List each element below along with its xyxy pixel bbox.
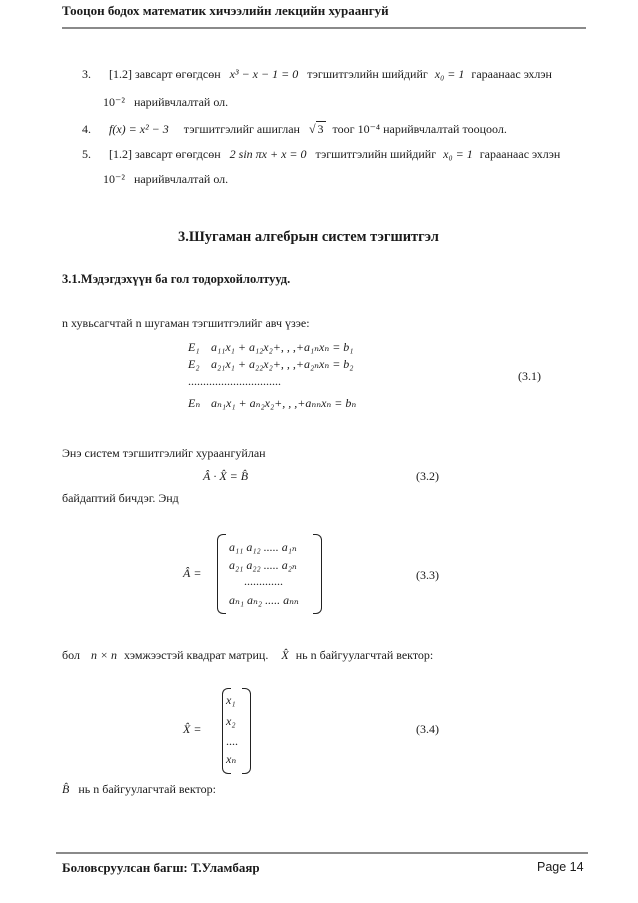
document-header-title: Тооцон бодох математик хичээлийн лекцийн хураангуй <box>62 3 389 18</box>
subsection-title: 3.1.Мэдэгдэхүүн ба гол тодорхойлолтууд. <box>62 272 291 286</box>
exercise-text: тэгшитгэлийн шийдийг <box>307 67 428 81</box>
exercise-tolerance: 10⁻⁴ <box>357 122 381 136</box>
vector-b-text: нь n байгуулагчтай вектор: <box>78 782 216 796</box>
matrix-a-row: a₁₁ a₁₂ ..... a₁ₙ <box>229 540 297 554</box>
exercise-3-line2 <box>103 95 228 110</box>
exercise-text: нарийвчлалтай ол. <box>133 172 229 186</box>
exercise-text: завсарт өгөгдсөн <box>135 67 221 81</box>
vector-x-label: X̂ = <box>183 722 202 736</box>
exercise-number: 5. <box>82 147 91 161</box>
footer-divider <box>56 852 588 854</box>
section-title: 3.Шугаман алгебрын систем тэгшитгэл <box>178 229 439 245</box>
system-row-equation: aₙ₁x₁ + aₙ₂x₂+, , ,+aₙₙxₙ = bₙ <box>211 396 357 410</box>
header-divider <box>62 27 586 29</box>
exercise-equation: x³ − x − 1 = 0 <box>229 67 299 81</box>
exercise-tolerance: 10⁻² <box>103 172 125 186</box>
equation-number: (3.3) <box>416 568 439 582</box>
system-row-equation: a₂₁x₁ + a₂₂x₂+, , ,+a₂ₙxₙ = b₂ <box>211 357 354 371</box>
matrix-form-paragraph: Энэ систем тэгшитгэлийг хураангуйлан <box>62 446 266 460</box>
vector-x-entry: x₁ <box>226 693 236 707</box>
square-text: бол <box>62 648 80 662</box>
exercise-text: завсарт өгөгдсөн <box>135 147 221 161</box>
exercise-number: 4. <box>82 122 91 136</box>
square-matrix-line <box>62 648 433 663</box>
equation-number: (3.4) <box>416 722 439 736</box>
system-row <box>188 357 353 372</box>
system-row-equation: a₁₁x₁ + a₁₂x₂+, , ,+a₁ₙxₙ = b₁ <box>211 340 354 354</box>
system-row-label: E₁ <box>188 340 200 354</box>
matrix-equation: Â · X̂ = B̂ <box>203 469 249 483</box>
matrix-a-row: aₙ₁ aₙ₂ ..... aₙₙ <box>229 593 299 607</box>
dimension-expression: n × n <box>90 648 118 662</box>
square-text: хэмжээстэй квадрат матриц. <box>124 648 269 662</box>
matrix-a-label: Â = <box>183 566 202 580</box>
vector-right-bracket <box>242 688 251 774</box>
x-hat-symbol: X̂ <box>281 648 289 662</box>
system-row <box>188 396 356 411</box>
matrix-left-bracket <box>217 534 226 614</box>
system-row-label: Eₙ <box>188 396 201 410</box>
matrix-a-row: a₂₁ a₂₂ ..... a₂ₙ <box>229 558 297 572</box>
exercise-text: гараанаас эхлэн <box>479 147 561 161</box>
b-hat-symbol: B̂ <box>62 782 70 796</box>
system-row-label: E₂ <box>188 357 200 371</box>
sqrt-value: 3 <box>317 122 324 136</box>
b-hat-line <box>62 782 216 797</box>
equation-number: (3.1) <box>518 369 541 383</box>
page-number: Page 14 <box>537 860 584 874</box>
exercise-tolerance: 10⁻² <box>103 95 125 109</box>
exercise-4-line: 4. f(x) = x² − 3 тэгшитгэлийг ашиглан √ 3 тоог 10⁻⁴ нарийвчлалтай тооцоол. <box>82 122 507 136</box>
exercise-text: нарийвчлалтай ол. <box>133 95 229 109</box>
vector-x-entry: xₙ <box>226 752 237 766</box>
vector-x-entry: x₂ <box>226 714 236 728</box>
vector-x-entry: .... <box>226 734 238 748</box>
exercise-initial: x₀ = 1 <box>443 147 473 161</box>
exercise-text: тэгшитгэлийг ашиглан <box>183 122 300 136</box>
exercise-function: f(x) = x² − 3 <box>109 122 169 136</box>
exercise-text: тэгшитгэлийн шийдийг <box>315 147 437 161</box>
exercise-text: гараанаас эхлэн <box>471 67 552 81</box>
exercise-5-line1 <box>82 147 560 162</box>
exercise-ref: [1.2] <box>109 147 132 161</box>
system-row-equation: ............................... <box>188 374 281 388</box>
exercise-text: нарийвчлалтай тооцоол. <box>383 122 507 136</box>
exercise-equation: 2 sin πx + x = 0 <box>229 147 307 161</box>
exercise-5-line2 <box>103 172 228 187</box>
exercise-ref: [1.2] <box>109 67 132 81</box>
intro-paragraph: n хувьсагчтай n шугаман тэгшитгэлийг авч үзэе: <box>62 316 310 330</box>
footer-author: Боловсруулсан багш: Т.Уламбаяр <box>62 860 260 875</box>
vector-x-text: нь n байгуулагчтай вектор: <box>295 648 434 662</box>
written-paragraph: байдаптий бичдэг. Энд <box>62 491 179 505</box>
equation-number: (3.2) <box>416 469 439 483</box>
exercise-initial: x₀ = 1 <box>434 67 465 81</box>
exercise-number: 3. <box>82 67 91 81</box>
matrix-a-row: ............. <box>244 574 283 588</box>
exercise-3-line1 <box>82 67 552 82</box>
matrix-right-bracket <box>313 534 322 614</box>
system-row <box>188 374 281 389</box>
exercise-text: тоог <box>332 122 355 136</box>
system-row <box>188 340 353 355</box>
